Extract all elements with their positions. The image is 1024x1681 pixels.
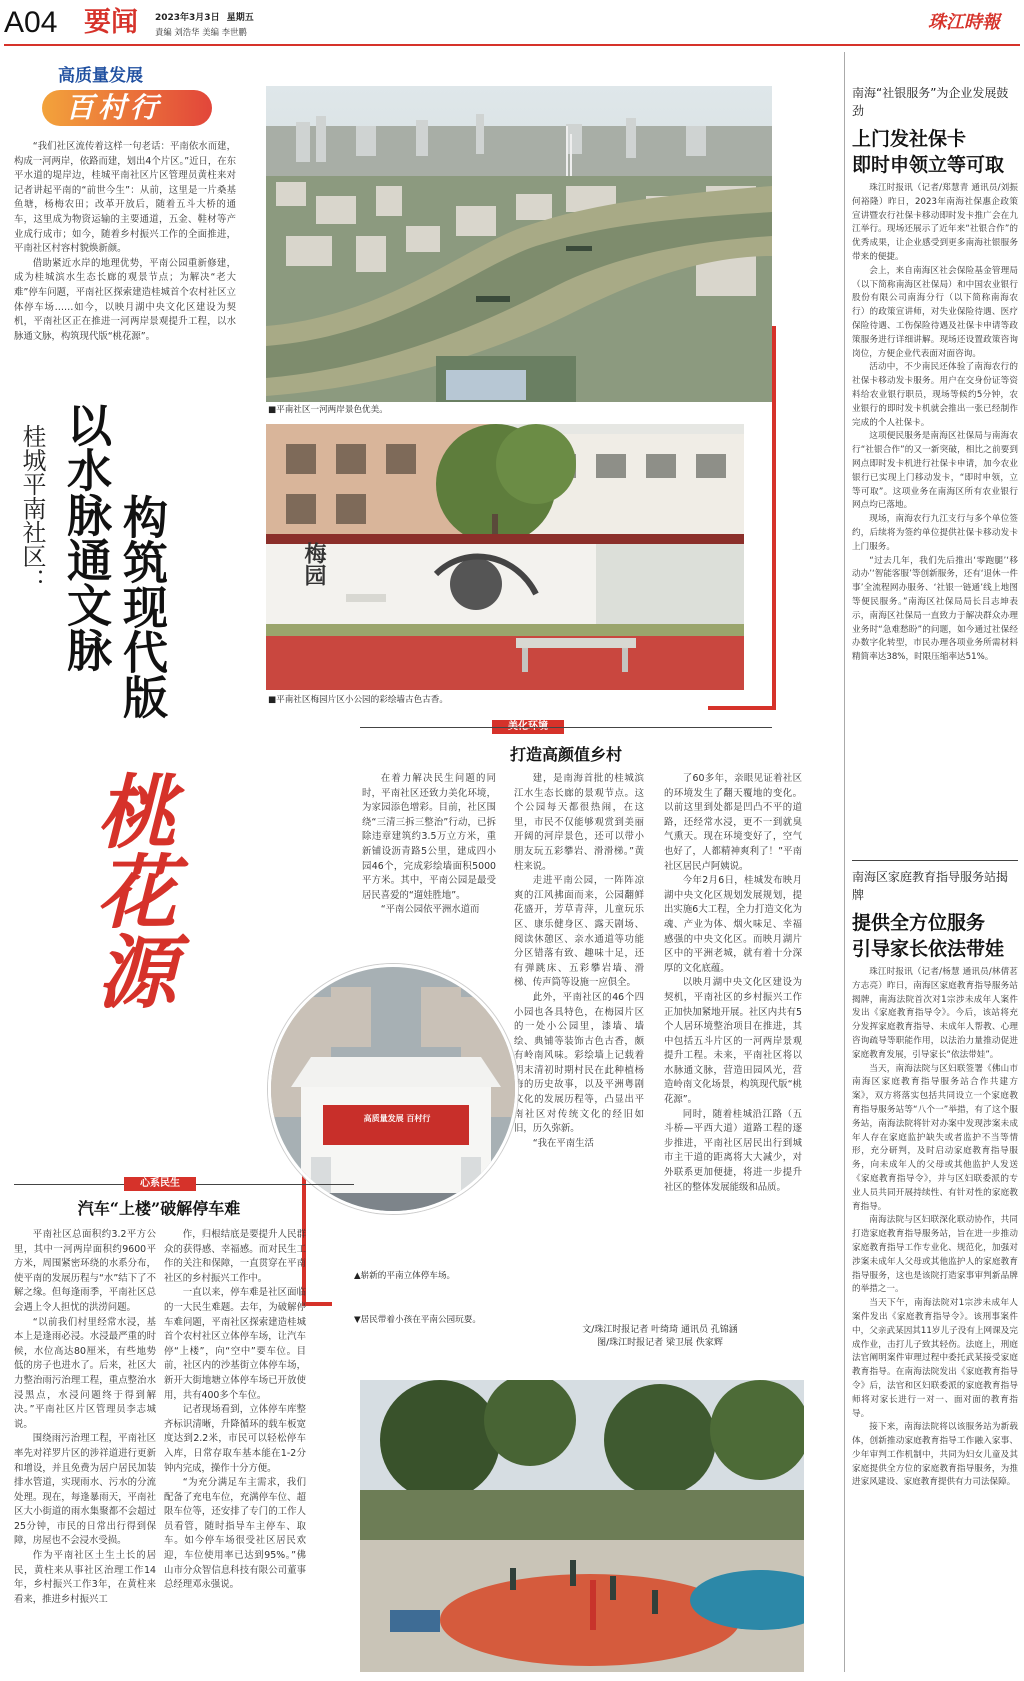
social-insurance-kicker: 南海“社银服务”为企业发展鼓劲 — [852, 86, 1009, 118]
parking-para: “以前我们村里经常水浸，基本上是逢雨必浸。水浸最严重的时候，水位高达80厘米，有些地势低的房子也进水了。后来，社区大力整治雨污治理工程，重点整治水浸黑点，水浸问题终于得到解决。”平南社区片区管理员李志城说。 — [14, 1316, 156, 1430]
beauty-byline — [540, 1324, 780, 1350]
series-logo — [30, 64, 222, 130]
beauty-para: “我在平南生活 — [532, 1137, 594, 1149]
garden-photo-caption: ■平南社区梅园片区小公园的彩绘墙古色古香。 — [268, 695, 448, 705]
beauty-col-2 — [514, 772, 644, 1151]
social-insurance-para: 会上，来自南海区社会保险基金管理局（以下简称南海区社保局）和中国农业银行股份有限公司南海分行（以下简称南海农行）的政策宣讲师，对失业保险待遇、医疗保险待遇、工伤保险待遇及社保卡申请等政策服务进行详细讲解。现场还设置政策咨询岗位，方便企业代表面对面咨询。 — [852, 265, 1018, 359]
beauty-para: 了60多年，亲眼见证着社区的环境发生了翻天覆地的变化。以前这里到处都是凹凸不平的道路，还经常水浸，更不一到就臭气熏天。现在环境变好了，空气也好了，人都精神爽利了！”平南社区居民卢阿姨说。 — [664, 773, 802, 872]
parking-col-1 — [14, 1228, 156, 1607]
lead-intro — [14, 140, 236, 344]
social-insurance-title-1: 上门发社保卡 — [852, 128, 967, 150]
family-education-para: 接下来，南海法院将以该服务站为新载体，创新推动家庭教育指导工作融入家事、少年审判工作机制中，共同为妇女儿童及其家庭提供全方位的家庭教育指导服务，为推进家风建设、家庭教育提供有力司法保障。 — [852, 1422, 1018, 1488]
masthead — [0, 0, 1024, 48]
beauty-para: 此外，平南社区的46个四小园也各具特色，在梅园片区的一处小公园里，漆墙、墙绘、典铺等装饰古色古香，颇有岭南风味。彩绘墙上记载着明末清初时期村民在此种植杨梅的历史故事，以及平洲粤剧文化的发展历程等，凸显出平南社区对传统文化的经旧如旧，历久弥新。 — [514, 991, 644, 1135]
social-insurance-title-2: 即时申领立等可取 — [852, 154, 1005, 176]
park-photo-caption: ▼居民带着小孩在平南公园玩耍。 — [354, 1315, 481, 1325]
family-education-kicker: 南海区家庭教育指导服务站揭牌 — [852, 870, 1009, 902]
beauty-col-1 — [362, 772, 496, 918]
beauty-header-rule — [360, 727, 772, 728]
beauty-para: “平南公园依平洲水道而 — [380, 904, 480, 916]
parking-banner-text: 高质量发展 百村行 — [363, 1114, 431, 1123]
right-col-divider — [844, 52, 845, 1672]
garden-wall-photo — [266, 424, 744, 690]
family-education-body — [852, 966, 1018, 1490]
beauty-para: 在着力解决民生问题的同时，平南社区还致力美化环境，为家园添色增彩。目前，社区围绕“三清三拆三整治”行动，已拆除违章建筑约3.5万立方米，重新铺设沥青路5公里，建成四小园46个，完成彩绘墙面积5000平方米。其中，平南公园是最受居民喜爱的“遛娃胜地”。 — [362, 773, 496, 901]
red-frame-left-bottom — [302, 1302, 332, 1306]
river-photo-caption: ■平南社区一河两岸景色优美。 — [268, 405, 388, 415]
family-education-title-1: 提供全方位服务 — [852, 912, 986, 934]
headline-part-b: 构筑现代版 — [115, 494, 168, 719]
family-education-para: 当天下午，南海法院对1宗涉未成年人案件发出《家庭教育指导令》。该刑事案件中，父亲武某因其11岁儿子没有上网课及完成作业，击打儿子致其轻伤。法庭上，刑庭法官阐明案件审理过程中委托武某接受家庭教育指导。在南海法院发出《家庭教育指导令》后，法官和区妇联委派的家庭教育指导师将对家长进行一对一、面对面的教育指导。 — [852, 1298, 1018, 1419]
headline-kicker: 桂城平南社区： — [18, 424, 46, 592]
page-number: A04 — [4, 6, 58, 39]
parking-para: 围绕雨污治理工程，平南社区率先对祥罗片区的涉祥道进行更新和增设，并且免费为居户居民加装排水管道，实现雨水、污水的分流处理。现在，每逢暴雨天，平南社区大小街道的雨水集聚都不会超过25分钟，市民的日常出行得到保障，房屋也不会浸水受损。 — [14, 1433, 156, 1547]
family-education-para: 当天，南海法院与区妇联签署《佛山市南海区家庭教育指导服务站合作共建方案》，双方将落实包括共同设立一个家庭教育指导服务站等“八个一”举措，有了这个服务站，南海法院将针对办案中发现涉案未成年人存在家庭监护缺失或者监护不当等情形，充分研判，及时启动家庭教育指导服务，向未成年人的父母或其他监护人发送《家庭教育指导令》，并与区妇联委派的专业人员共同开展持续性、有针对性的家庭教育指导。 — [852, 1063, 1018, 1212]
family-education-para: 珠江时报讯（记者/杨慧 通讯员/林倩茗 方志亮）昨日，南海区家庭教育指导服务站揭牌，南海法院首次对1宗涉未成年人案件发出《家庭教育指导令》。今后，该站将充分发挥家庭教育指导、未成年人帮教、心理咨询疏导等职能作用，以法治力量推动促进家庭教育发展，引导家长“依法带娃”。 — [852, 967, 1018, 1060]
garden-wall-image — [266, 424, 744, 690]
beauty-col-3 — [664, 772, 802, 1195]
parking-para: 记者现场看到，立体停车库整齐标识清晰，升降循环的载车板宽度达到2.2米，市民可以轻松停车入库，日常存取车基本能在1-2分钟内完成，操作十分方便。 — [164, 1404, 306, 1474]
section-name: 要闻 — [84, 7, 138, 38]
social-insurance-para: 现场，南海农行九江支行与多个单位签约，后续将为签约单位提供社保卡移动发卡上门服务。 — [852, 514, 1018, 552]
social-insurance-para: 这项便民服务是南海区社保局与南海农行“社银合作”的又一新突破，相比之前要到网点即时发卡机进行社保卡申请，加今农业银行已实现上门移动发卡，“即时申领，立等可取”。这项业务在南海区所有农业银行网点均已落地。 — [852, 431, 1018, 511]
parking-para: “为充分满足车主需求，我们配备了充电车位，充满停车位、超限车位等，还安排了专门的工作人员看管，随时指导车主停车、取车。如今停车场很受社区居民欢迎，车位使用率已达到95%。”佛山市分众智信息科技有限公司董事总经理邓永强说。 — [164, 1477, 306, 1591]
beauty-story-title: 打造高颜值乡村 — [509, 745, 622, 764]
right-story-separator — [852, 860, 1018, 861]
weekday-text: 星期五 — [226, 13, 254, 23]
river-aerial-image — [266, 86, 772, 402]
parking-section-tag: 心系民生 — [124, 1177, 196, 1191]
parking-para: 平南社区总面积约3.2平方公里，其中一河两岸面积约9600平方米，周围紧密环绕的水系分布，使平南的发展历程与“水”结下了不解之缘。但每逢雨季，平南社区总会遇上令人担忧的洪涝问题。 — [14, 1229, 156, 1313]
social-insurance-para: “过去几年，我们先后推出‘零跑腿’‘移动办’‘智能客服’等创新服务，还有‘退休一件事’全流程网办服务、‘社银一链通’线上地图等便民服务。”南海区社保局局长吕志坤表示，南海区社保局一直致力于解决群众办理业务时“急难愁盼”的问题，如今通过社保经办数字化转型，市民办理各项业务所需材料精简率达38%，时限压缩率达51%。 — [852, 555, 1018, 663]
social-insurance-para: 珠江时报讯（记者/郑慧青 通讯员/刘振 何裕隆）昨日，2023年南海社保惠企政策宣讲暨农行社保卡移动即时发卡推广会在九江举行。现场还展示了近年来“社银合作”的优秀成果，让企业感受到更多南海社银服务带来的便捷。 — [852, 183, 1018, 262]
beauty-para: 以映月湖中央文化区建设为契机，平南社区的乡村振兴工作正加快加紧地开展。社区内共有5个人居环境整治项目在推进，其中包括五斗片区的一河两岸景观提升工程。未来，平南社区将以水脉通文脉，营造田园风光，营造岭南文化场景，构筑现代版“桃花源”。 — [664, 977, 802, 1106]
garden-sign: 梅园 — [301, 542, 327, 586]
paper-logo: 珠江時報 — [928, 12, 1000, 33]
family-education-para: 南海法院与区妇联深化联动协作，共同打造家庭教育指导服务站，旨在进一步推动家庭教育指导工作专业化、规范化，加强对涉案未成年人父母或其他监护人的家庭教育指导服务，这也是该院打造家事审判新品牌的举措之一。 — [852, 1215, 1018, 1295]
beauty-para: 建，是南海首批的桂城滨江水生态长廊的景观节点。这个公园每天都很热闹，在这里，市民不仅能够观赏到美丽开阔的河岸景色，还可以带小朋友玩五彩攀岩、滑滑梯。”黄柱来说。 — [514, 773, 644, 872]
byline-writers: 文/珠江时报记者 叶绮琦 通讯员 孔锦涵 — [582, 1325, 738, 1335]
parking-building-photo — [268, 964, 518, 1214]
logo-top-line: 高质量发展 — [58, 66, 143, 86]
park-playground-photo — [360, 1380, 804, 1672]
masthead-rule — [4, 44, 1020, 46]
lead-intro-para: “我们社区流传着这样一句老话：平南依水而建，构成一河两岸，依路而建，划出4个片区。”近日，在东平水道的堤岸边，桂城平南社区片区管理员黄柱来对记者讲起平南的“前世今生”：从前，这里是一片桑基鱼塘，杨梅农田；改革开放后，随着五斗大桥的通车，这里成为物资运输的主要通道，五金、鞋材等产业成行成市；如今，随着乡村振兴工作的全面推进，平南社区村容村貌焕新颜。 — [14, 141, 236, 255]
byline-photographers: 图/珠江时报记者 梁卫展 佚家辉 — [597, 1338, 723, 1348]
lead-intro-para: 借助紧近水岸的地理优势，平南公园重新修建，成为桂城滨水生态长廊的观景节点；为解决“老大难”停车问题，平南社区探索建造桂城首个农村社区立体停车场……如今，以映月湖中央文化区建设为契机，平南社区正在推进一河两岸景观提升工程，以水脉通文脉，构筑现代版“桃花源”。 — [14, 257, 236, 342]
masthead-editors: 責編 刘浩华 美编 李世鹏 — [155, 27, 247, 37]
parking-para: 作为平南社区土生土长的居民，黄柱来从事社区治理工作14年，乡村振兴工作3年，在黄柱来看来，推进乡村振兴工 — [14, 1550, 156, 1605]
parking-story-title: 汽车“上楼”破解停车难 — [77, 1199, 241, 1218]
social-insurance-body — [852, 182, 1018, 665]
river-aerial-photo — [266, 86, 772, 402]
date-text: 2023年3月3日 — [155, 13, 220, 23]
social-insurance-para: 活动中，不少南民还体验了南海农行的社保卡移动发卡服务。用户在交身份证等资料给农业银行职员，现场等候约5分钟，农业银行的即时发卡机就会推出一张已经制作完成的个人社保卡。 — [852, 362, 1018, 428]
beauty-para: 同时，随着桂城沿江路（五斗桥—平西大道）道路工程的逐步推进，平南社区居民出行到城市主干道的距离将大大减少，对外联系更加便捷，将进一步提升社区的整体发展能级和品质。 — [664, 1108, 802, 1193]
headline-part-c: 桃花源 — [83, 770, 177, 1010]
parking-building-image — [271, 967, 518, 1214]
park-playground-image — [360, 1380, 804, 1672]
parking-para: 作，归根结底是要提升人民群众的获得感、幸福感。而对民生工作的关注和保障，一直贯穿在平南社区的乡村振兴工作中。 — [164, 1229, 306, 1284]
beauty-para: 走进平南公园，一阵阵凉爽的江风拂面而来，公园翻鲜花盛开，芳草青萍，儿童玩乐区、康乐健身区、露天剧场、阅读休憩区、亲水通道等功能分区错落有致、趣味十足，还有弹跳床、五彩攀岩墙、滑梯、传声筒等设施一应俱全。 — [514, 875, 644, 989]
family-education-title-2: 引导家长依法带娃 — [852, 938, 1005, 960]
headline-part-a: 以水脉通文脉 — [59, 402, 112, 672]
parking-para: 一直以来，停车难是社区面临的一大民生难题。去年，为破解停车难问题，平南社区探索建造桂城首个农村社区立体停车场，让汽车停“上楼”，向“空中”要车位。目前，社区内的沙基街立体停车场，新开大街地塘立体停车场已开放使用，共有400多个车位。 — [164, 1287, 306, 1401]
red-frame-right — [772, 326, 776, 706]
masthead-date — [155, 12, 254, 24]
beauty-para: 今年2月6日，桂城发布映月湖中央文化区规划发展规划，提出实施6大工程，全力打造文化为魂、产业为体、烟火味足、幸福感强的中央文化区。而映月湖片区中的平洲老城，就有着十分深厚的文化底蕴。 — [664, 875, 802, 974]
parking-col-2 — [164, 1228, 306, 1593]
logo-main-line: 百村行 — [66, 91, 163, 124]
parking-photo-caption: ▲崭新的平南立体停车场。 — [354, 1271, 456, 1281]
